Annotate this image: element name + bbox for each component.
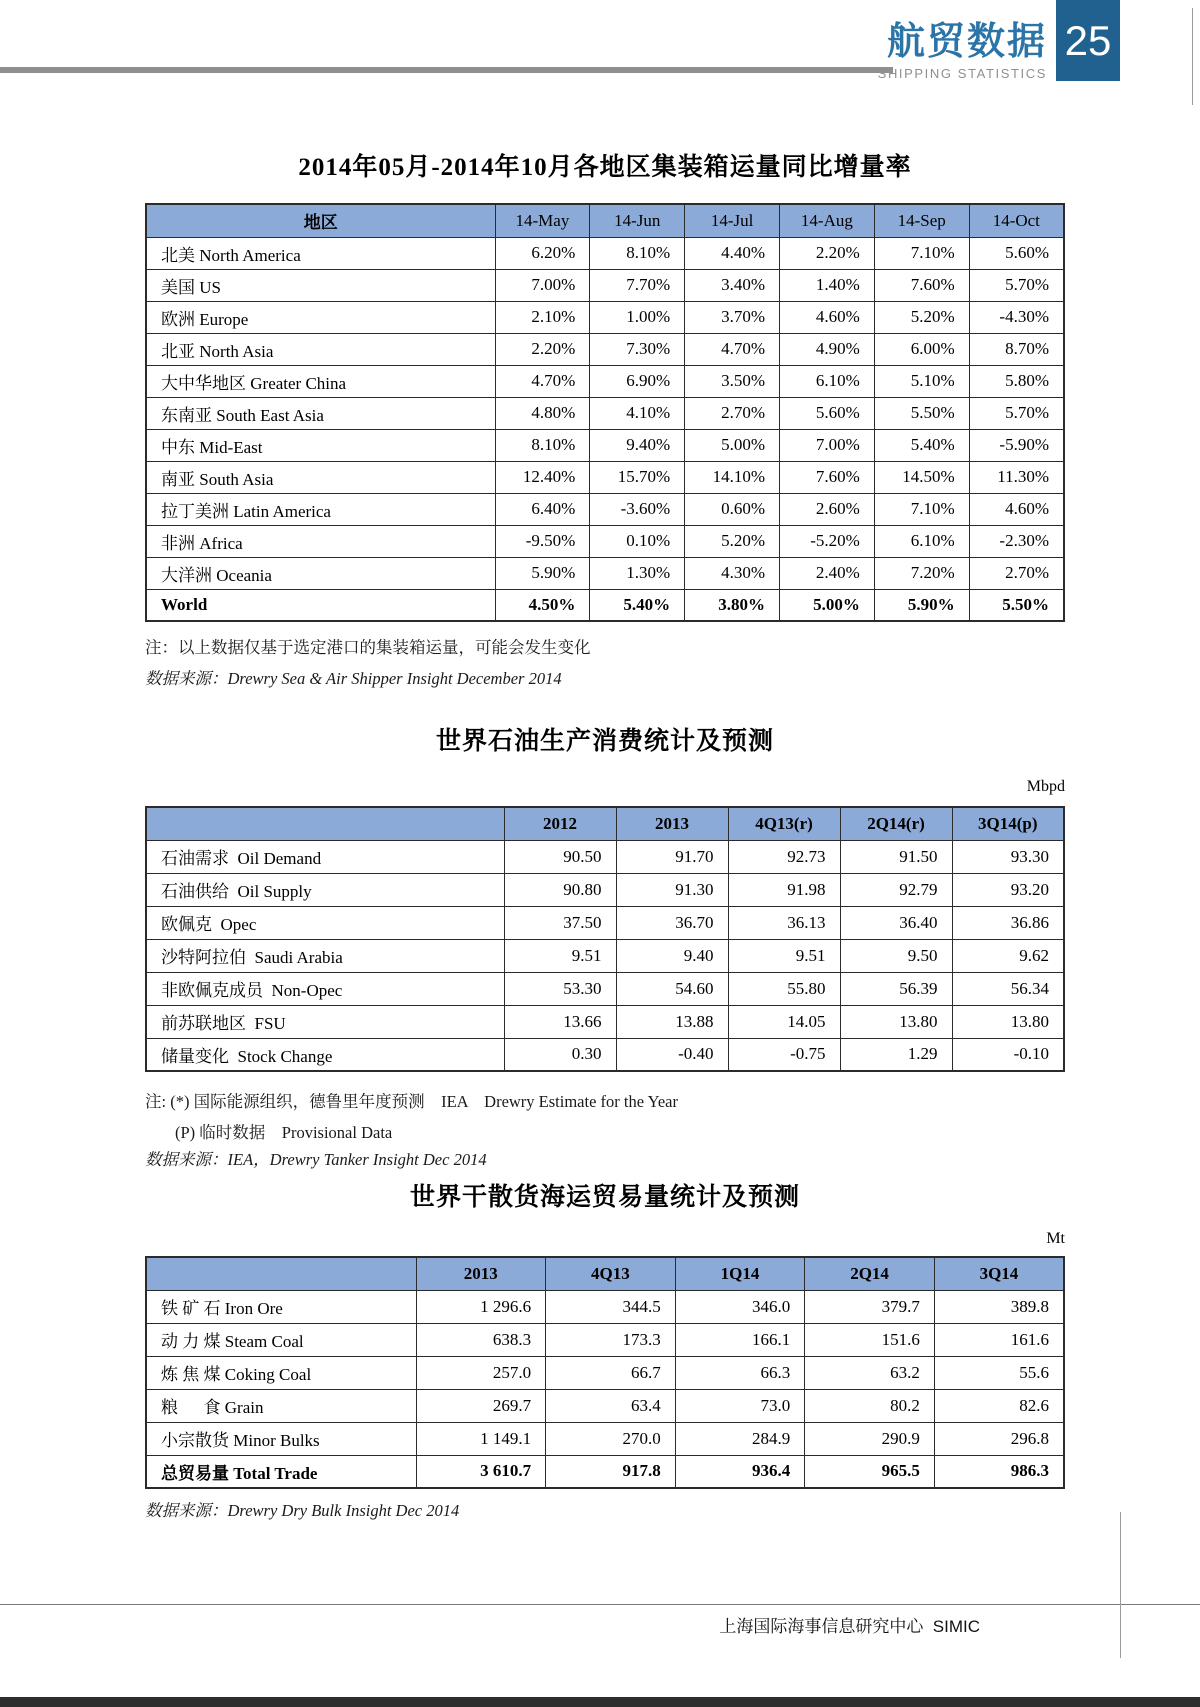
container-volume-growth-table [145, 203, 1065, 622]
cell-value: 1.30% [590, 557, 685, 589]
column-header: 14-Oct [969, 204, 1064, 237]
row-label: 动 力 煤 Steam Coal [146, 1323, 416, 1356]
cell-value: 1.29 [840, 1038, 952, 1071]
cell-value: 269.7 [416, 1389, 546, 1422]
cell-value: 91.30 [616, 873, 728, 906]
row-label: 欧佩克 Opec [146, 906, 504, 939]
cell-value: 5.70% [969, 397, 1064, 429]
cell-value: 0.60% [685, 493, 780, 525]
table-row [146, 269, 1064, 301]
row-label: 大洋洲 Oceania [146, 557, 495, 589]
table-notes [145, 1086, 1065, 1148]
cell-value: 379.7 [805, 1290, 935, 1323]
cell-value: 12.40% [495, 461, 590, 493]
section-world-oil [145, 724, 1065, 1172]
table-row [146, 493, 1064, 525]
cell-value: 1.40% [779, 269, 874, 301]
row-label: 石油供给 Oil Supply [146, 873, 504, 906]
cell-value: 36.70 [616, 906, 728, 939]
header-titles [0, 22, 1047, 81]
cell-value: 7.60% [874, 269, 969, 301]
cell-value: 7.10% [874, 493, 969, 525]
cell-value: 296.8 [934, 1422, 1064, 1455]
column-header: 2013 [616, 807, 728, 840]
table-row [146, 873, 1064, 906]
cell-value: 6.10% [874, 525, 969, 557]
cell-value: 346.0 [675, 1290, 805, 1323]
cell-value: 82.6 [934, 1389, 1064, 1422]
cell-value: 4.70% [495, 365, 590, 397]
cell-value: -5.90% [969, 429, 1064, 461]
row-label: 铁 矿 石 Iron Ore [146, 1290, 416, 1323]
cell-value: 2.40% [779, 557, 874, 589]
cell-value: 11.30% [969, 461, 1064, 493]
table-row [146, 525, 1064, 557]
column-header: 14-Aug [779, 204, 874, 237]
table-row [146, 1323, 1064, 1356]
cell-value: 9.40 [616, 939, 728, 972]
row-label: 沙特阿拉伯 Saudi Arabia [146, 939, 504, 972]
table-row [146, 1389, 1064, 1422]
cell-value: 2.70% [969, 557, 1064, 589]
cell-value: 344.5 [546, 1290, 676, 1323]
cell-value: 55.80 [728, 972, 840, 1005]
top-right-crop-line [1192, 8, 1193, 105]
cell-value: 6.20% [495, 237, 590, 269]
cell-value: 56.39 [840, 972, 952, 1005]
cell-value: 63.2 [805, 1356, 935, 1389]
cell-value: 9.50 [840, 939, 952, 972]
table-row [146, 1038, 1064, 1071]
cell-value: 8.70% [969, 333, 1064, 365]
cell-value: 80.2 [805, 1389, 935, 1422]
cell-value: 93.30 [952, 840, 1064, 873]
cell-value: 13.80 [952, 1005, 1064, 1038]
row-label: 非欧佩克成员 Non-Opec [146, 972, 504, 1005]
cell-value: 4.40% [685, 237, 780, 269]
cell-value: 5.40% [590, 589, 685, 621]
row-label: 储量变化 Stock Change [146, 1038, 504, 1071]
table-row [146, 1005, 1064, 1038]
cell-value: 5.50% [874, 397, 969, 429]
cell-value: 3.70% [685, 301, 780, 333]
table-row [146, 333, 1064, 365]
cell-value: 13.66 [504, 1005, 616, 1038]
cell-value: 9.51 [728, 939, 840, 972]
cell-value: -2.30% [969, 525, 1064, 557]
column-header: 14-Jul [685, 204, 780, 237]
cell-value: 3.80% [685, 589, 780, 621]
table-row [146, 1290, 1064, 1323]
row-label: 前苏联地区 FSU [146, 1005, 504, 1038]
cell-value: 92.79 [840, 873, 952, 906]
cell-value: 5.60% [779, 397, 874, 429]
table-row [146, 1455, 1064, 1488]
row-label: 美国 US [146, 269, 495, 301]
page-bottom-bar [0, 1697, 1200, 1707]
cell-value: -9.50% [495, 525, 590, 557]
cell-value: 3.50% [685, 365, 780, 397]
cell-value: 9.40% [590, 429, 685, 461]
section-dry-bulk-trade [145, 1180, 1065, 1523]
cell-value: 7.00% [495, 269, 590, 301]
cell-value: 4.80% [495, 397, 590, 429]
row-label: 小宗散货 Minor Bulks [146, 1422, 416, 1455]
cell-value: 36.40 [840, 906, 952, 939]
cell-value: 55.6 [934, 1356, 1064, 1389]
cell-value: 7.30% [590, 333, 685, 365]
cell-value: 7.10% [874, 237, 969, 269]
cell-value: 90.80 [504, 873, 616, 906]
cell-value: 2.20% [495, 333, 590, 365]
cell-value: 5.80% [969, 365, 1064, 397]
cell-value: 90.50 [504, 840, 616, 873]
table-row [146, 939, 1064, 972]
cell-value: 5.00% [779, 589, 874, 621]
cell-value: 63.4 [546, 1389, 676, 1422]
data-source: 数据来源：Drewry Dry Bulk Insight Dec 2014 [145, 1501, 460, 1520]
cell-value: 2.60% [779, 493, 874, 525]
column-header: 4Q13(r) [728, 807, 840, 840]
cell-value: 4.50% [495, 589, 590, 621]
table-note: 注: (*) 国际能源组织，德鲁里年度预测 IEA Drewry Estimate for the Year [145, 1092, 678, 1111]
column-header: 地区 [146, 204, 495, 237]
cell-value: 936.4 [675, 1455, 805, 1488]
column-header: 3Q14 [934, 1257, 1064, 1290]
page-number-badge: 25 [1056, 0, 1120, 81]
row-label: 北亚 North Asia [146, 333, 495, 365]
row-label: 石油需求 Oil Demand [146, 840, 504, 873]
cell-value: -4.30% [969, 301, 1064, 333]
row-label: 南亚 South Asia [146, 461, 495, 493]
cell-value: 7.70% [590, 269, 685, 301]
cell-value: 91.50 [840, 840, 952, 873]
cell-value: 54.60 [616, 972, 728, 1005]
cell-value: 93.20 [952, 873, 1064, 906]
row-label: 炼 焦 煤 Coking Coal [146, 1356, 416, 1389]
cell-value: 36.13 [728, 906, 840, 939]
cell-value: 5.50% [969, 589, 1064, 621]
table-row [146, 840, 1064, 873]
cell-value: 9.62 [952, 939, 1064, 972]
header-title-chinese: 航贸数据 [886, 21, 1047, 63]
column-header: 1Q14 [675, 1257, 805, 1290]
row-label: 总贸易量 Total Trade [146, 1455, 416, 1488]
cell-value: 13.88 [616, 1005, 728, 1038]
table-row [146, 972, 1064, 1005]
table-row [146, 461, 1064, 493]
column-header: 14-Sep [874, 204, 969, 237]
cell-value: 4.60% [779, 301, 874, 333]
cell-value: 7.00% [779, 429, 874, 461]
row-label: 北美 North America [146, 237, 495, 269]
cell-value: 9.51 [504, 939, 616, 972]
table-row [146, 589, 1064, 621]
cell-value: 8.10% [495, 429, 590, 461]
cell-value: 91.98 [728, 873, 840, 906]
cell-value: 5.10% [874, 365, 969, 397]
world-oil-table [145, 806, 1065, 1072]
cell-value: -0.75 [728, 1038, 840, 1071]
section-container-volume-growth [145, 150, 1065, 691]
table-title: 世界石油生产消费统计及预测 [435, 728, 774, 755]
row-label: 大中华地区 Greater China [146, 365, 495, 397]
table-row [146, 557, 1064, 589]
table-row [146, 429, 1064, 461]
cell-value: 6.00% [874, 333, 969, 365]
cell-value: 3.40% [685, 269, 780, 301]
cell-value: 5.70% [969, 269, 1064, 301]
table-title: 2014年05月-2014年10月各地区集装箱运量同比增量率 [298, 154, 912, 181]
cell-value: 166.1 [675, 1323, 805, 1356]
table-notes [145, 632, 1065, 663]
cell-value: 1 149.1 [416, 1422, 546, 1455]
cell-value: 13.80 [840, 1005, 952, 1038]
unit-label: Mt [1046, 1230, 1065, 1247]
cell-value: -0.40 [616, 1038, 728, 1071]
cell-value: 5.20% [685, 525, 780, 557]
cell-value: 5.00% [685, 429, 780, 461]
cell-value: 53.30 [504, 972, 616, 1005]
footer-organization: 上海国际海事信息研究中心 SIMIC [719, 1617, 980, 1636]
cell-value: 917.8 [546, 1455, 676, 1488]
column-header: 4Q13 [546, 1257, 676, 1290]
unit-label: Mbpd [1026, 778, 1065, 795]
cell-value: 290.9 [805, 1422, 935, 1455]
cell-value: 5.60% [969, 237, 1064, 269]
column-header [146, 807, 504, 840]
cell-value: 257.0 [416, 1356, 546, 1389]
column-header: 14-May [495, 204, 590, 237]
cell-value: 14.50% [874, 461, 969, 493]
cell-value: 0.30 [504, 1038, 616, 1071]
cell-value: 270.0 [546, 1422, 676, 1455]
cell-value: 7.20% [874, 557, 969, 589]
cell-value: 6.10% [779, 365, 874, 397]
column-header: 2Q14 [805, 1257, 935, 1290]
table-title: 世界干散货海运贸易量统计及预测 [409, 1184, 800, 1211]
column-header: 2013 [416, 1257, 546, 1290]
cell-value: -0.10 [952, 1038, 1064, 1071]
cell-value: 7.60% [779, 461, 874, 493]
cell-value: 2.10% [495, 301, 590, 333]
header-title-english: SHIPPING STATISTICS [877, 66, 1047, 81]
row-label: 粮 食 Grain [146, 1389, 416, 1422]
row-label: World [146, 589, 495, 621]
table-note: (P) 临时数据 Provisional Data [175, 1123, 393, 1142]
cell-value: 4.90% [779, 333, 874, 365]
cell-value: 36.86 [952, 906, 1064, 939]
cell-value: 284.9 [675, 1422, 805, 1455]
row-label: 欧洲 Europe [146, 301, 495, 333]
cell-value: 4.60% [969, 493, 1064, 525]
cell-value: 92.73 [728, 840, 840, 873]
cell-value: 4.30% [685, 557, 780, 589]
cell-value: 4.70% [685, 333, 780, 365]
table-row [146, 1356, 1064, 1389]
row-label: 中东 Mid-East [146, 429, 495, 461]
cell-value: 5.90% [874, 589, 969, 621]
cell-value: 151.6 [805, 1323, 935, 1356]
cell-value: 66.3 [675, 1356, 805, 1389]
row-label: 东南亚 South East Asia [146, 397, 495, 429]
cell-value: 986.3 [934, 1455, 1064, 1488]
cell-value: -5.20% [779, 525, 874, 557]
cell-value: 5.40% [874, 429, 969, 461]
column-header: 2012 [504, 807, 616, 840]
cell-value: 965.5 [805, 1455, 935, 1488]
cell-value: 66.7 [546, 1356, 676, 1389]
dry-bulk-trade-table [145, 1256, 1065, 1489]
footer-divider-line [0, 1604, 1200, 1605]
column-header [146, 1257, 416, 1290]
row-label: 非洲 Africa [146, 525, 495, 557]
table-row [146, 906, 1064, 939]
data-source: 数据来源：IEA，Drewry Tanker Insight Dec 2014 [145, 1150, 487, 1169]
cell-value: 56.34 [952, 972, 1064, 1005]
column-header: 2Q14(r) [840, 807, 952, 840]
cell-value: 8.10% [590, 237, 685, 269]
cell-value: 2.70% [685, 397, 780, 429]
row-label: 拉丁美洲 Latin America [146, 493, 495, 525]
data-source: 数据来源：Drewry Sea & Air Shipper Insight December 2014 [145, 669, 562, 688]
cell-value: 5.20% [874, 301, 969, 333]
cell-value: 161.6 [934, 1323, 1064, 1356]
cell-value: 4.10% [590, 397, 685, 429]
cell-value: 15.70% [590, 461, 685, 493]
cell-value: 2.20% [779, 237, 874, 269]
cell-value: -3.60% [590, 493, 685, 525]
cell-value: 389.8 [934, 1290, 1064, 1323]
column-header: 14-Jun [590, 204, 685, 237]
cell-value: 173.3 [546, 1323, 676, 1356]
cell-value: 3 610.7 [416, 1455, 546, 1488]
cell-value: 14.05 [728, 1005, 840, 1038]
table-row [146, 397, 1064, 429]
cell-value: 0.10% [590, 525, 685, 557]
cell-value: 638.3 [416, 1323, 546, 1356]
table-row [146, 301, 1064, 333]
bottom-right-crop-line [1120, 1512, 1121, 1658]
cell-value: 37.50 [504, 906, 616, 939]
cell-value: 91.70 [616, 840, 728, 873]
cell-value: 73.0 [675, 1389, 805, 1422]
table-row [146, 365, 1064, 397]
cell-value: 1 296.6 [416, 1290, 546, 1323]
table-row [146, 237, 1064, 269]
table-row [146, 1422, 1064, 1455]
cell-value: 6.90% [590, 365, 685, 397]
cell-value: 5.90% [495, 557, 590, 589]
table-note: 注：以上数据仅基于选定港口的集装箱运量，可能会发生变化 [145, 638, 591, 657]
cell-value: 14.10% [685, 461, 780, 493]
cell-value: 1.00% [590, 301, 685, 333]
cell-value: 6.40% [495, 493, 590, 525]
column-header: 3Q14(p) [952, 807, 1064, 840]
